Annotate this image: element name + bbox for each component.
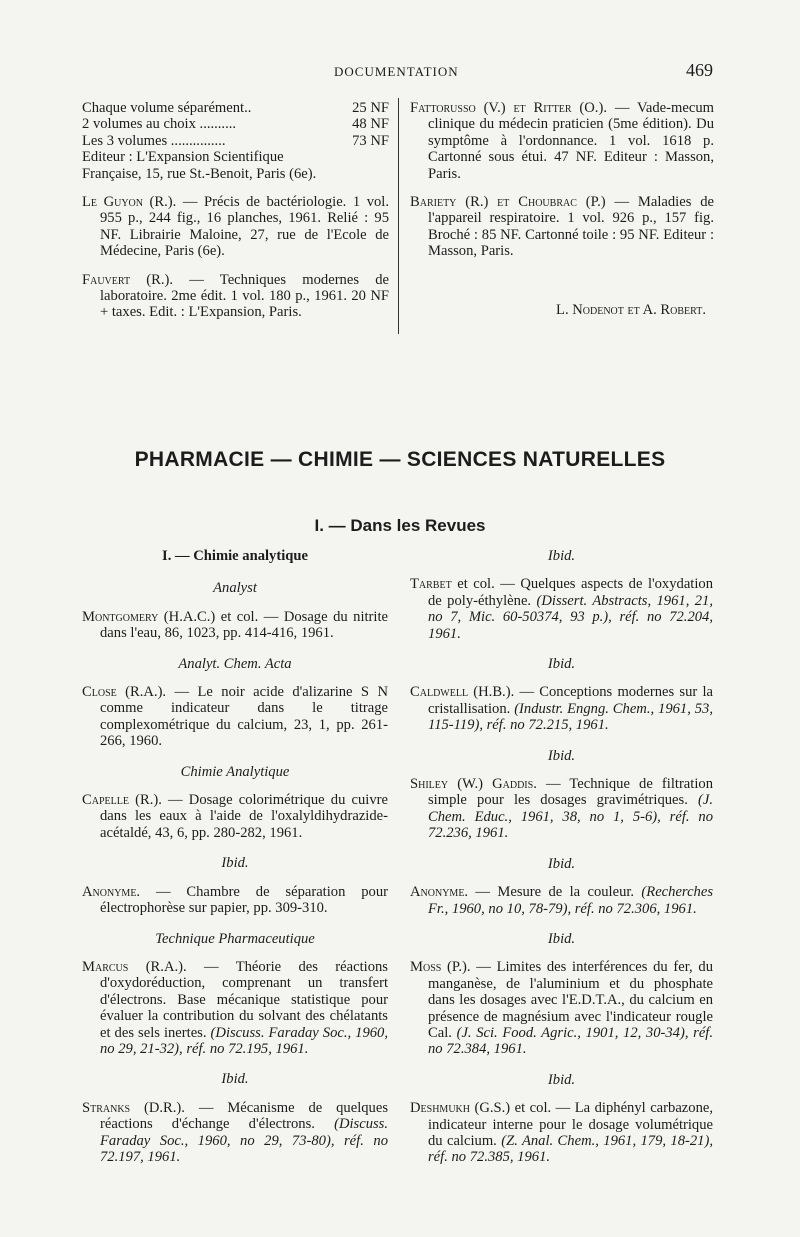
entry-text: — Mesure de la couleur. xyxy=(468,884,635,901)
journal-title: Ibid. xyxy=(547,1071,576,1088)
bibliography-entry xyxy=(82,684,388,750)
price-row xyxy=(82,133,389,149)
journal-title: Ibid. xyxy=(221,855,249,872)
bibliography-entry xyxy=(410,959,713,1057)
bibliography-entry xyxy=(410,576,713,642)
bibliography-entry xyxy=(410,194,714,260)
entry-reference: (Discuss. Faraday Soc., 1960, no 29, 73-80), réf. no 72.197, 1961. xyxy=(100,1116,388,1165)
entry-text: — Limites des interférences du fer, du manganèse, de l'aluminium et du phosphate dans les dosages avec l'E.D.T.A., du calcium en présence de magnésium avec l'indicateur rougle Cal. xyxy=(428,959,713,1041)
price-label: Les 3 volumes ............... xyxy=(82,132,226,149)
entry-author: Caldwell (H.B.). xyxy=(410,684,515,701)
entry-author: Marcus (R.A.). xyxy=(82,958,187,975)
bibliography-entry xyxy=(82,959,388,1057)
journal-title: Ibid. xyxy=(547,855,576,872)
entry-text: — Théorie des réactions d'oxydoréduction, comprenant un transfert d'électrons. Base mécanique statistique pour évaluer la contribution du solvant des chélatants et des sels inertes. xyxy=(100,958,388,1041)
price-value: 73 NF xyxy=(352,132,389,149)
entry-reference: (J. Chem. Educ., 1961, 38, no 1, 5-6), réf. no 72.236, 1961. xyxy=(428,792,714,842)
journal-title: Analyt. Chem. Acta xyxy=(178,655,292,672)
entry-text: — Techniques modernes de laboratoire. 2me édit. 1 vol. 180 p., 1961. 20 NF + taxes. Edit. : L'Expansion, Paris. xyxy=(100,271,390,321)
entry-text: — Vade-mecum clinique du médecin praticien (5me édition). Du symptôme à l'ordonnance. 1 vol. 1618 p. Cartonné sous étui. 47 NF. Editeur : Masson, Paris. xyxy=(428,100,714,182)
price-label: Chaque volume séparément.. xyxy=(82,100,252,116)
entry-text: et col. — La diphényl carbazone, indicateur interne pour le dosage volumétrique du calcium. xyxy=(428,1100,713,1149)
entry-author: Capelle (R.). xyxy=(82,792,162,809)
entry-author: Montgomery (H.A.C.) xyxy=(82,608,216,625)
journal-title: Ibid. xyxy=(547,656,576,673)
bibliography-entry xyxy=(82,884,388,917)
bibliography-entry xyxy=(410,1100,713,1166)
entry-author: Fattorusso (V.) et Ritter (O.). xyxy=(410,100,607,116)
entry-author: Close (R.A.). xyxy=(82,684,167,701)
entry-text: — Chambre de séparation pour électrophorèse sur papier, pp. 309-310. xyxy=(100,883,388,917)
bibliography-entry xyxy=(410,776,713,842)
column-divider xyxy=(398,98,399,334)
price-label: 2 volumes au choix .......... xyxy=(82,116,237,133)
price-value: 25 NF xyxy=(352,100,389,116)
entry-author: Fauvert (R.). xyxy=(82,271,174,288)
entry-reference: (Industr. Engng. Chem., 1961, 53, 115-119), réf. no 72.215, 1961. xyxy=(428,700,713,734)
subsection-title: I. — Dans les Revues xyxy=(314,516,486,535)
bibliography-entry xyxy=(82,194,389,260)
top-left-column xyxy=(82,100,389,333)
price-row xyxy=(82,100,389,116)
right-column xyxy=(410,548,713,1180)
entry-text: — Précis de bactériologie. 1 vol. 955 p., 244 fig., 16 planches, 1961. Relié : 95 NF. Librairie Maloine, 27, rue de l'Ecole de Médecine, Paris (6e). xyxy=(100,194,390,260)
entry-author: Moss (P.). xyxy=(410,959,471,976)
page-number: 469 xyxy=(686,60,713,80)
entry-author: Tarbet xyxy=(410,576,452,593)
entry-reference: (Recherches Fr., 1960, no 10, 78-79), réf. no 72.306, 1961. xyxy=(428,884,713,917)
journal-title: Ibid. xyxy=(547,930,576,947)
entry-reference: (Dissert. Abstracts, 1961, 21, no 7, Mic. 60-50374, 93 p.), réf. no 72.204, 1961. xyxy=(428,592,714,642)
bibliography-entry xyxy=(82,1100,388,1166)
entry-author: Shiley (W.) Gaddis. xyxy=(410,776,537,793)
entry-author: Anonyme. xyxy=(410,884,469,901)
journal-title: Ibid. xyxy=(547,747,576,764)
publisher-line: Française, 15, rue St.-Benoit, Paris (6e). xyxy=(82,165,317,182)
entry-text: — Mécanisme de quelques réactions d'échange d'électrons. xyxy=(100,1099,388,1133)
entry-text: et col. — Dosage du nitrite dans l'eau, 86, 1023, pp. 414-416, 1961. xyxy=(100,608,388,642)
entry-author: Deshmukh (G.S.) xyxy=(410,1100,511,1117)
signature: L. Nodenot et A. Robert. xyxy=(556,301,706,318)
publisher-line: Editeur : L'Expansion Scientifique xyxy=(82,149,284,166)
entry-text: — Maladies de l'appareil respiratoire. 1 vol. 926 p., 157 fig. Broché : 85 NF. Cartonné toile : 95 NF. Editeur : Masson, Paris. xyxy=(428,194,714,260)
journal-title: Analyst xyxy=(213,580,257,597)
section-title: PHARMACIE — CHIMIE — SCIENCES NATURELLES xyxy=(134,448,666,471)
journal-title: Chimie Analytique xyxy=(180,763,290,780)
entry-text: et col. — Quelques aspects de l'oxydation de poly-éthylène. xyxy=(428,576,713,609)
bibliography-entry xyxy=(410,100,714,182)
journal-title: Ibid. xyxy=(221,1071,249,1088)
bibliography-entry xyxy=(82,272,389,321)
entry-reference: (Discuss. Faraday Soc., 1960, no 29, 21-32), réf. no 72.195, 1961. xyxy=(100,1024,389,1057)
running-head: DOCUMENTATION xyxy=(334,64,459,79)
entry-text: — Le noir acide d'alizarine S N comme indicateur dans le titrage complexométrique du calcium, 23, 1, pp. 261-266, 1960. xyxy=(100,684,388,750)
entry-text: — Dosage colorimétrique du cuivre dans les eaux à l'aide de l'oxalyldihydrazide-acétaldé, 43, 6, pp. 280-282, 1961. xyxy=(100,792,388,841)
bibliography-entry xyxy=(82,792,388,841)
entry-text: — Conceptions modernes sur la cristallisation. xyxy=(428,684,713,717)
price-row xyxy=(82,116,389,132)
entry-reference: (Z. Anal. Chem., 1961, 179, 18-21), réf. no 72.385, 1961. xyxy=(428,1132,713,1166)
entry-author: Bariety (R.) et Choubrac (P.) xyxy=(410,194,606,211)
bibliography-entry xyxy=(410,684,713,733)
entry-text: — Technique de filtration simple pour les dosages gravimétriques. xyxy=(428,776,713,809)
entry-author: Stranks (D.R.). xyxy=(82,1099,185,1116)
entry-author: Anonyme. xyxy=(82,883,141,900)
bibliography-entry xyxy=(410,884,713,917)
top-right-column xyxy=(410,100,714,318)
price-block xyxy=(82,100,389,182)
bibliography-entry xyxy=(82,609,388,642)
journal-title: Technique Pharmaceutique xyxy=(155,930,315,947)
price-value: 48 NF xyxy=(352,116,389,133)
category-heading: I. — Chimie analytique xyxy=(162,548,308,564)
entry-reference: (J. Sci. Food. Agric., 1901, 12, 30-34), réf. no 72.384, 1961. xyxy=(428,1024,713,1058)
left-column xyxy=(82,548,388,1179)
entry-author: Le Guyon (R.). xyxy=(82,194,177,211)
journal-title: Ibid. xyxy=(547,548,576,564)
